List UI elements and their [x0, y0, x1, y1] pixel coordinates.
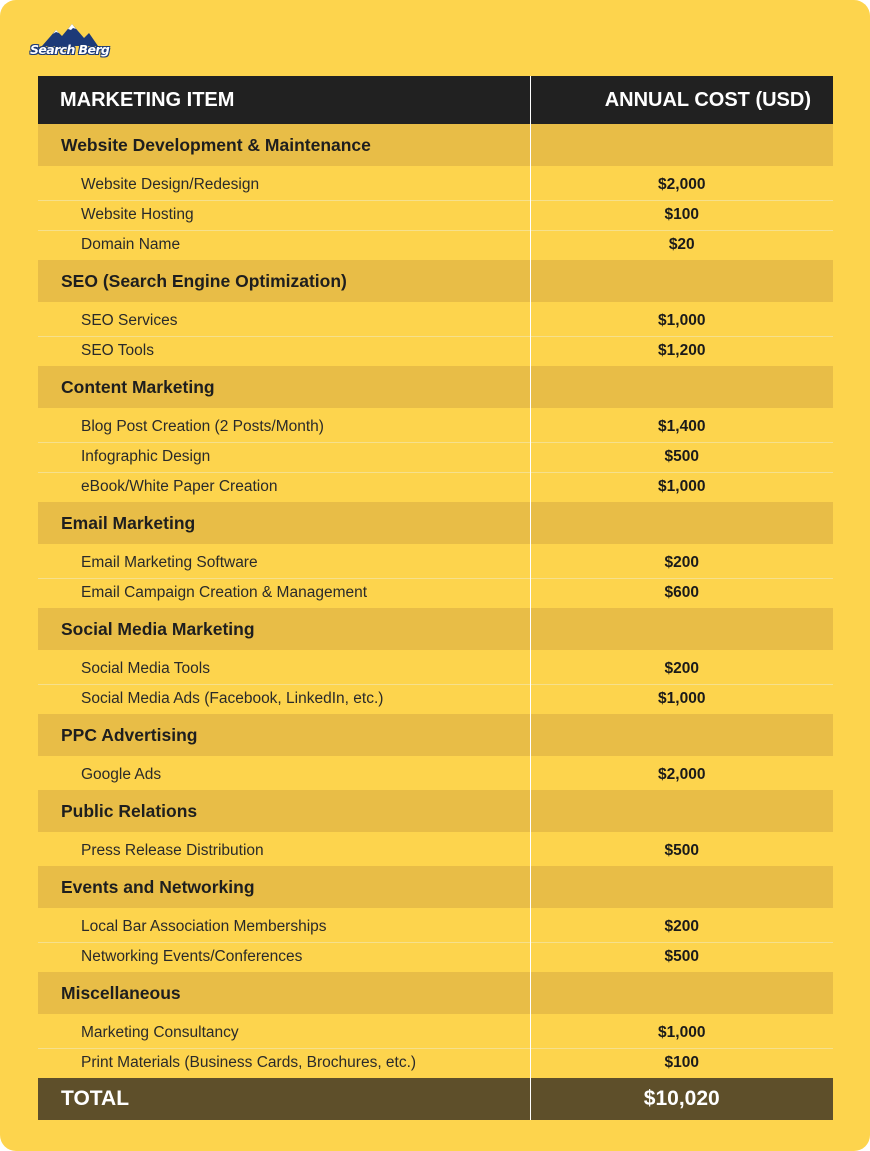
category-cost-cell: [530, 714, 833, 756]
item-cost: $1,000: [530, 684, 833, 714]
category-cost-cell: [530, 260, 833, 302]
category-cost-cell: [530, 972, 833, 1014]
category-label: PPC Advertising: [38, 714, 530, 756]
table-row: [38, 1014, 833, 1048]
item-label: eBook/White Paper Creation: [38, 472, 530, 502]
category-row: [38, 260, 833, 302]
item-label: Social Media Tools: [38, 650, 530, 684]
item-cost: $200: [530, 544, 833, 578]
category-cost-cell: [530, 608, 833, 650]
item-label: Email Marketing Software: [38, 544, 530, 578]
table-header-row: [38, 76, 833, 124]
category-cost-cell: [530, 790, 833, 832]
table-row: [38, 442, 833, 472]
item-label: Marketing Consultancy: [38, 1014, 530, 1048]
marketing-cost-table: [38, 76, 833, 1120]
item-label: Domain Name: [38, 230, 530, 260]
category-label: Events and Networking: [38, 866, 530, 908]
item-cost: $600: [530, 578, 833, 608]
table-row: [38, 942, 833, 972]
table-row: [38, 302, 833, 336]
table-row: [38, 756, 833, 790]
category-label: Public Relations: [38, 790, 530, 832]
category-label: Social Media Marketing: [38, 608, 530, 650]
table-row: [38, 1048, 833, 1078]
category-label: Website Development & Maintenance: [38, 124, 530, 166]
category-cost-cell: [530, 502, 833, 544]
table-row: [38, 544, 833, 578]
item-cost: $1,000: [530, 472, 833, 502]
category-label: Email Marketing: [38, 502, 530, 544]
table-row: [38, 472, 833, 502]
item-label: Website Design/Redesign: [38, 166, 530, 200]
table-row: [38, 908, 833, 942]
item-cost: $20: [530, 230, 833, 260]
item-cost: $100: [530, 200, 833, 230]
total-row: [38, 1078, 833, 1120]
category-cost-cell: [530, 366, 833, 408]
brand-logo: [30, 24, 110, 62]
table-row: [38, 166, 833, 200]
item-cost: $200: [530, 650, 833, 684]
item-cost: $200: [530, 908, 833, 942]
table-row: [38, 684, 833, 714]
item-cost: $1,000: [530, 1014, 833, 1048]
item-cost: $1,400: [530, 408, 833, 442]
category-cost-cell: [530, 124, 833, 166]
item-label: SEO Tools: [38, 336, 530, 366]
category-label: Content Marketing: [38, 366, 530, 408]
table-row: [38, 578, 833, 608]
item-cost: $500: [530, 832, 833, 866]
item-cost: $1,200: [530, 336, 833, 366]
column-header-cost: ANNUAL COST (USD): [530, 76, 833, 124]
item-label: Print Materials (Business Cards, Brochures, etc.): [38, 1048, 530, 1078]
table-row: [38, 832, 833, 866]
item-label: Infographic Design: [38, 442, 530, 472]
item-label: SEO Services: [38, 302, 530, 336]
brand-name: Search Berg: [30, 42, 110, 57]
category-cost-cell: [530, 866, 833, 908]
category-row: [38, 714, 833, 756]
item-label: Local Bar Association Memberships: [38, 908, 530, 942]
item-label: Blog Post Creation (2 Posts/Month): [38, 408, 530, 442]
item-cost: $2,000: [530, 756, 833, 790]
category-row: [38, 124, 833, 166]
category-row: [38, 790, 833, 832]
table-body: [38, 124, 833, 1078]
category-label: Miscellaneous: [38, 972, 530, 1014]
total-value: $10,020: [530, 1078, 833, 1120]
item-cost: $2,000: [530, 166, 833, 200]
item-label: Social Media Ads (Facebook, LinkedIn, etc.): [38, 684, 530, 714]
column-header-item: MARKETING ITEM: [38, 76, 530, 124]
item-label: Email Campaign Creation & Management: [38, 578, 530, 608]
item-label: Google Ads: [38, 756, 530, 790]
item-cost: $1,000: [530, 302, 833, 336]
total-label: TOTAL: [38, 1078, 530, 1120]
item-cost: $100: [530, 1048, 833, 1078]
category-label: SEO (Search Engine Optimization): [38, 260, 530, 302]
item-label: Networking Events/Conferences: [38, 942, 530, 972]
table-row: [38, 230, 833, 260]
table-row: [38, 200, 833, 230]
item-label: Website Hosting: [38, 200, 530, 230]
item-cost: $500: [530, 942, 833, 972]
item-label: Press Release Distribution: [38, 832, 530, 866]
category-row: [38, 608, 833, 650]
table-row: [38, 650, 833, 684]
table-row: [38, 408, 833, 442]
category-row: [38, 502, 833, 544]
category-row: [38, 866, 833, 908]
category-row: [38, 972, 833, 1014]
item-cost: $500: [530, 442, 833, 472]
category-row: [38, 366, 833, 408]
table-row: [38, 336, 833, 366]
